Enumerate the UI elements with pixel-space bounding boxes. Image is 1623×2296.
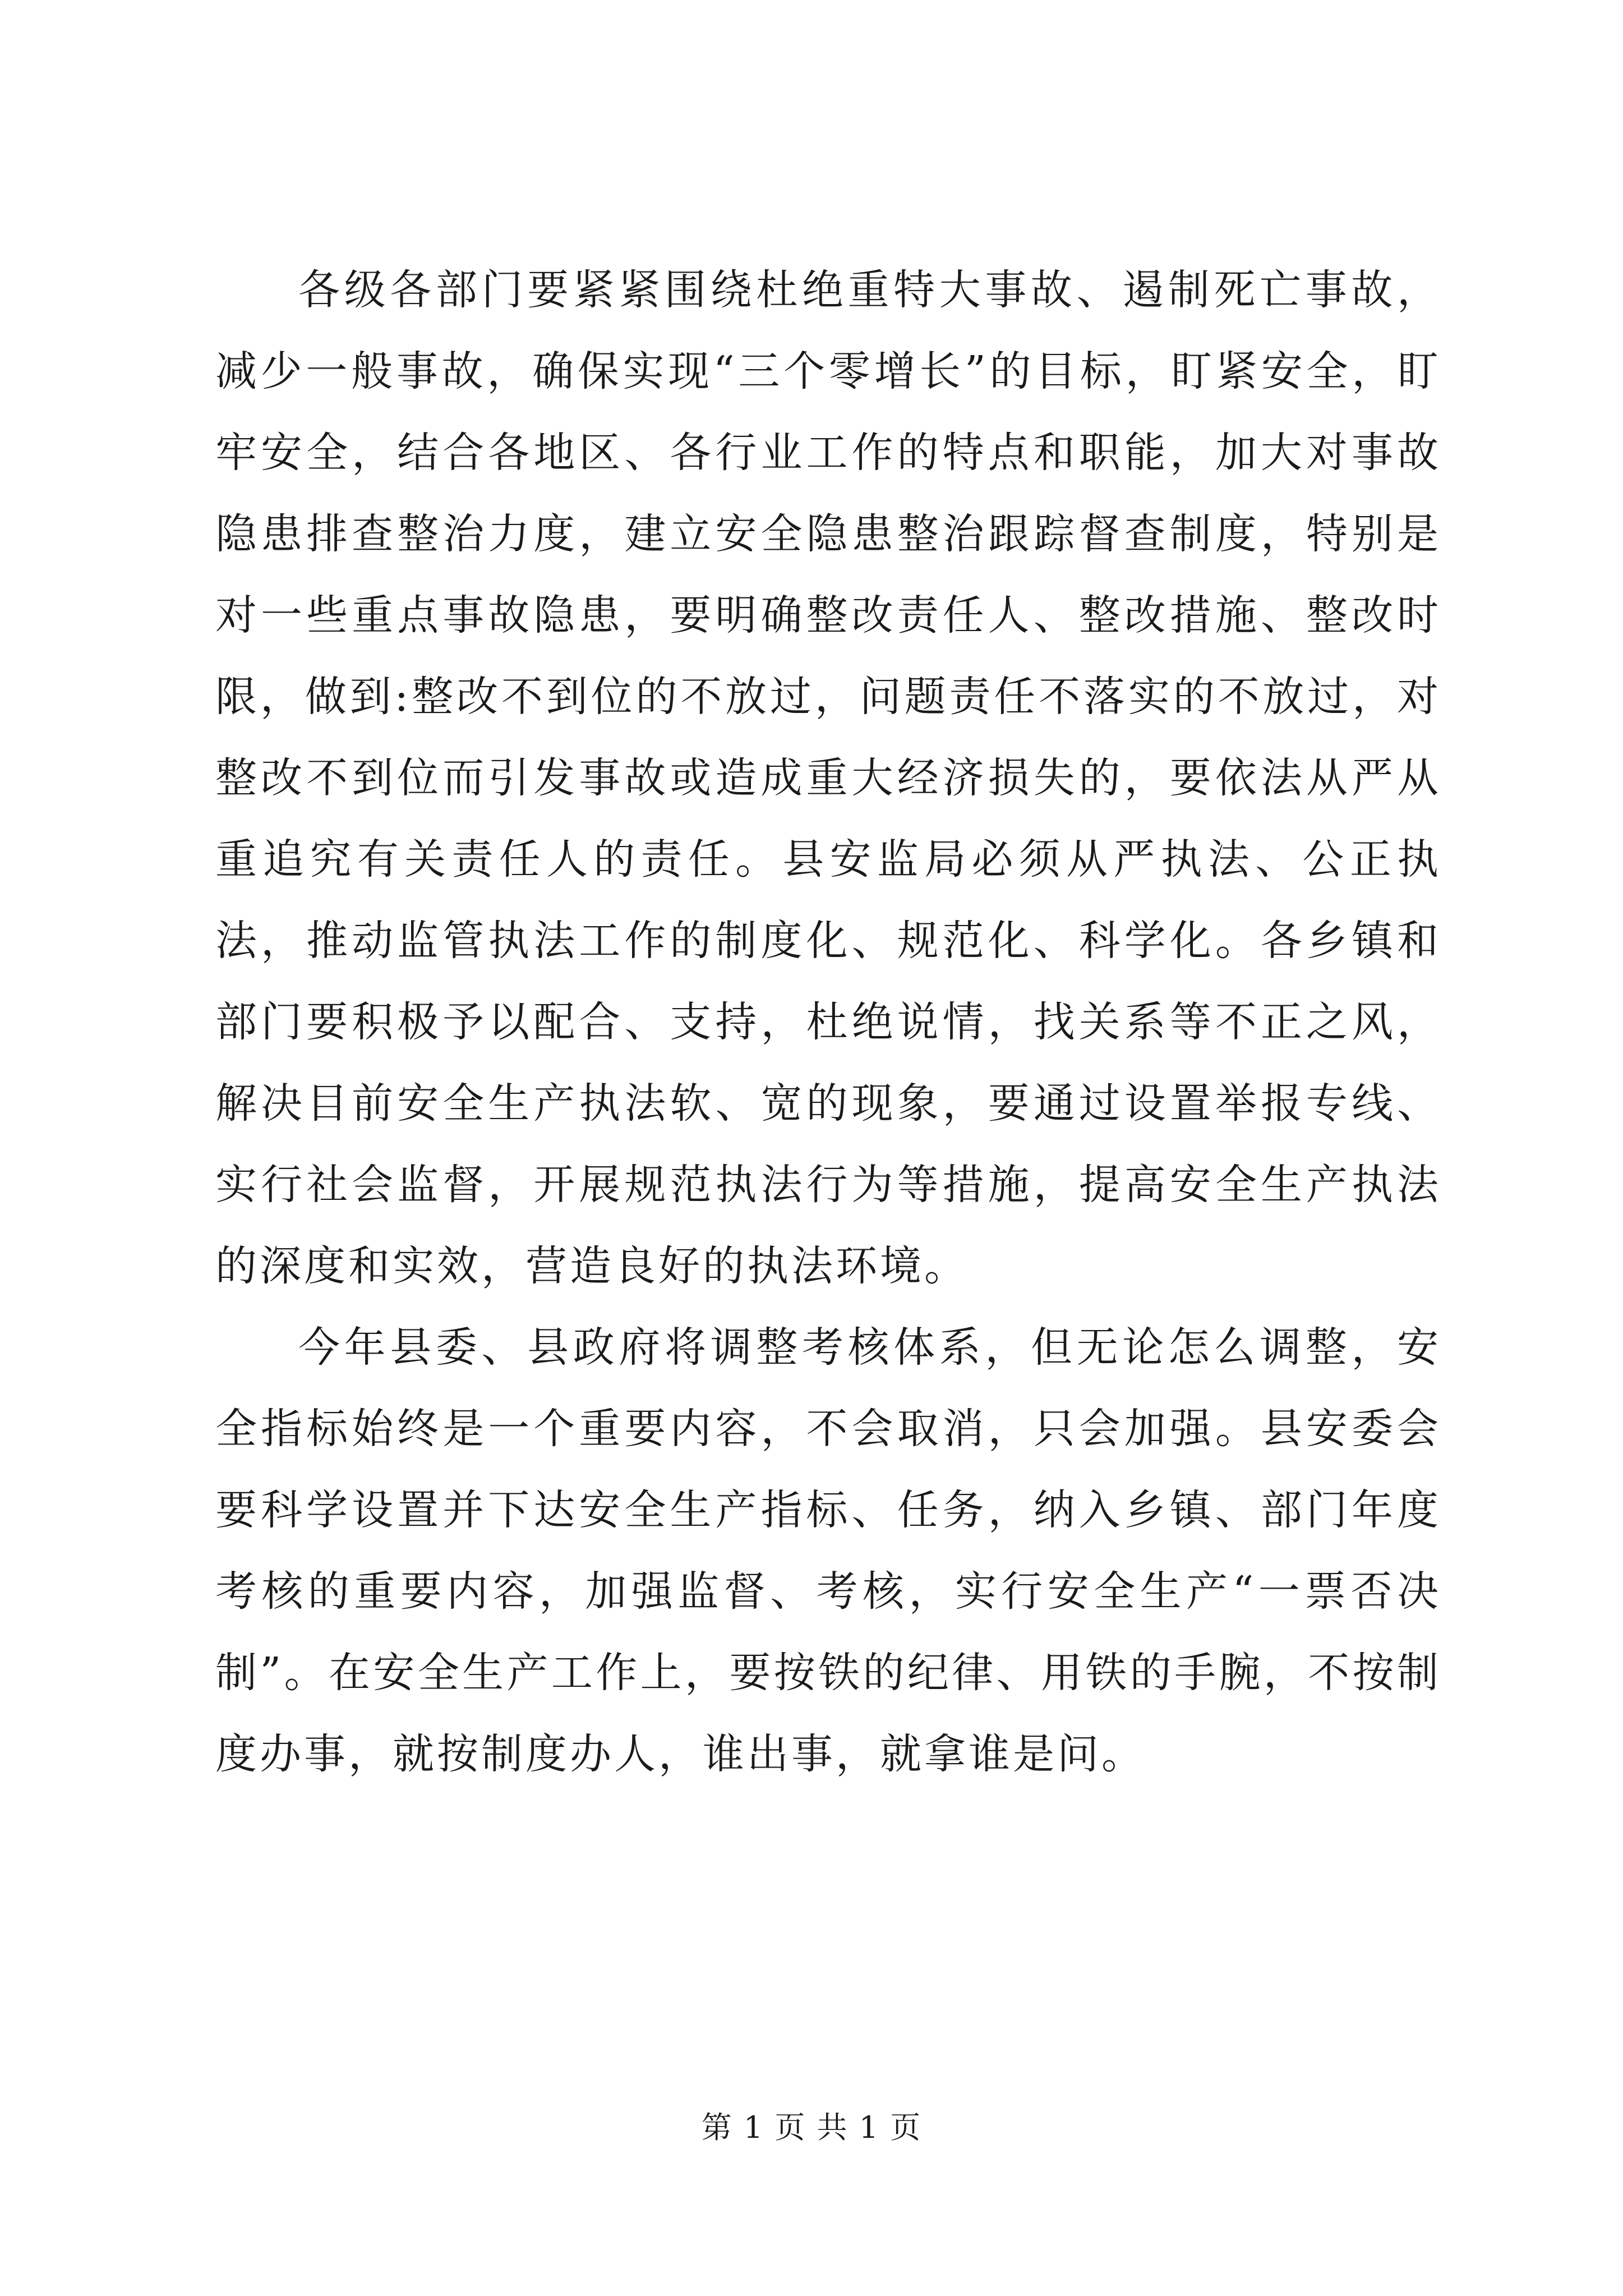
document-body (215, 250, 1441, 1795)
paragraph-1: 各级各部门要紧紧围绕杜绝重特大事故、遏制死亡事故，减少一般事故，确保实现“三个零增长”的目标，盯紧安全，盯牢安全，结合各地区、各行业工作的特点和职能，加大对事故隐患排查整治力度，建立安全隐患整治跟踪督查制度，特别是对一些重点事故隐患，要明确整改责任人、整改措施、整改时限，做到:整改不到位的不放过，问题责任不落实的不放过，对整改不到位而引发事故或造成重大经济损失的，要依法从严从重追究有关责任人的责任。县安监局必须从严执法、公正执法，推动监管执法工作的制度化、规范化、科学化。各乡镇和部门要积极予以配合、支持，杜绝说情，找关系等不正之风，解决目前安全生产执法软、宽的现象，要通过设置举报专线、实行社会监督，开展规范执法行为等措施，提高安全生产执法的深度和实效，营造良好的执法环境。 (215, 266, 1441, 1290)
paragraph-2: 今年县委、县政府将调整考核体系，但无论怎么调整，安全指标始终是一个重要内容，不会取消，只会加强。县安委会要科学设置并下达安全生产指标、任务，纳入乡镇、部门年度考核的重要内容，加强监督、考核，实行安全生产“一票否决制”。在安全生产工作上，要按铁的纪律、用铁的手腕，不按制度办事，就按制度办人，谁出事，就拿谁是问。 (215, 1323, 1441, 1778)
page-number-footer: 第 1 页 共 1 页 (701, 2110, 922, 2145)
